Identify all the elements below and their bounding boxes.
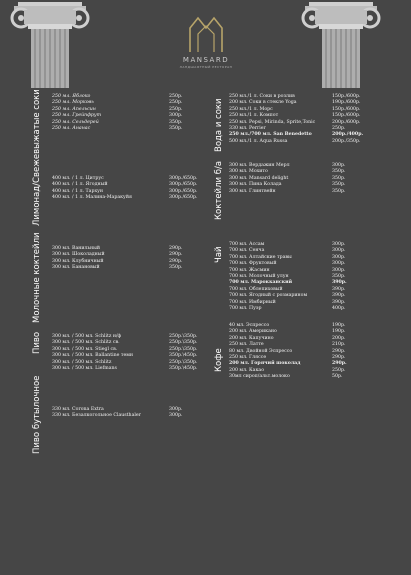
section-label-water: Вода и соки [214, 98, 224, 152]
item-price: 300р. [332, 242, 346, 247]
section-label-cocktails: Коктейли б/а [214, 160, 224, 220]
item-price: 290р. [169, 252, 183, 258]
item-price: 390р. [332, 299, 346, 305]
item-price: 200р./600р. [332, 119, 361, 125]
item-name: 500 мл./1 л. Aqua Russa [229, 138, 288, 144]
item-name: 700 мл. Имбирный [229, 299, 276, 305]
item-price: 190р. [332, 323, 346, 328]
item-price: 350р. [169, 265, 183, 271]
item-price: 300р./650р. [169, 182, 198, 188]
item-name: 250 мл./700 мл. San Benedetto [229, 132, 312, 138]
item-price: 390р. [332, 280, 347, 286]
item-price: 350р.\450р. [169, 353, 198, 359]
item-price: 150р./600р. [332, 106, 361, 112]
item-name: 30мл сироп/альт.молоко [229, 374, 290, 380]
item-name: 250 мл. Грейпфрут [52, 113, 102, 119]
item-price: 300р. [332, 163, 346, 168]
section-label-coffee: Кофе [214, 348, 224, 372]
item-price: 290р. [332, 348, 346, 354]
item-price: 390р. [332, 286, 346, 292]
item-name: 80 мл. Двойной Эспрессо [229, 348, 293, 354]
item-price: 300р./650р. [169, 176, 198, 181]
item-name: 300 мл. Глинтвейн [229, 188, 276, 194]
item-price: 250р.\350р. [169, 346, 198, 352]
item-name: 330 мл. Corona Extra [52, 407, 104, 412]
item-name: 400 мл. / 1 л. Ягодный [52, 182, 108, 188]
item-name: 300 мл. Шоколадный [52, 252, 105, 258]
item-name: 250 мл. Морковь [52, 100, 94, 106]
item-name: 300 мл. Пина Колада [229, 182, 282, 188]
item-name: 200 мл. Американо [229, 329, 277, 335]
item-price: 350р. [332, 188, 346, 194]
item-price: 300р. [169, 113, 183, 119]
item-name: 250 мл./1 л. Соки в розлив [229, 94, 295, 99]
item-price: 290р. [332, 354, 346, 360]
item-price: 250р.\350р. [169, 334, 198, 339]
logo-name: MANSARD [182, 56, 230, 64]
item-price: 290р. [169, 246, 183, 251]
item-price: 200р./350р. [332, 138, 361, 144]
item-name: 250 мл. Pepsi, Mirinda, Sprite,Tonic [229, 119, 316, 125]
item-name: 300 мл. Mansard delight [229, 175, 289, 181]
mansard-logo [170, 14, 242, 69]
item-name: 300 мл. / 500 мл. Stiegl св. [52, 346, 118, 352]
item-name: 300 мл. / 500 мл. Schlitz св. [52, 340, 120, 346]
item-name: 400 мл. / 1 л. Малина-Маракуйя [52, 195, 132, 201]
item-name: 250 мл. Апельсин [52, 106, 96, 112]
item-price: 250р. [332, 125, 346, 131]
item-name: 300 мл. Банановый [52, 265, 100, 271]
item-price: 350р. [332, 169, 346, 175]
item-name: 300 мл. / 500 мл. Ballantine темн [52, 353, 134, 359]
item-price: 200р./400р. [332, 132, 364, 138]
column-ornament-right [301, 0, 381, 88]
item-price: 390р. [332, 293, 346, 299]
item-price: 300р. [332, 248, 346, 254]
item-name: 700 мл. Фруктовый [229, 261, 277, 267]
item-price: 300р./650р. [169, 188, 198, 194]
item-name: 200 мл. Капучино [229, 335, 274, 341]
item-name: 300 мл. / 500 мл. Schlitz [52, 359, 112, 365]
item-name: 700 мл. Ассам [229, 242, 265, 247]
section-label-lemonades: Лимонад/Свежевыжатые соки [32, 89, 42, 226]
item-name: 700 мл. Ягодный с розмарином [229, 293, 308, 299]
item-name: 250 мл./1 л. Компот [229, 113, 279, 119]
item-price: 250р.\350р. [169, 359, 198, 365]
item-price: 190р./600р. [332, 100, 361, 106]
item-name: 250 мл. Сельдерей [52, 119, 99, 125]
section-label-tea: Чай [214, 246, 224, 263]
section-label-bottled-beer: Пиво бутылочное [32, 375, 42, 454]
item-price: 350р. [332, 182, 346, 188]
item-price: 210р. [332, 342, 346, 348]
item-name: 400 мл. / 1 л. Тархун [52, 188, 103, 194]
item-price: 350р.\450р. [169, 365, 198, 371]
item-name: 300 мл. / 500 мл. Liefmans [52, 365, 117, 371]
item-price: 290р. [169, 258, 183, 264]
item-name: 250 мл. Гляссе [229, 354, 267, 360]
item-name: 250 мл. Ананас [52, 125, 91, 131]
item-name: 300 мл. / 500 мл. Schlitz н/ф [52, 334, 122, 339]
column-ornament-left [10, 0, 90, 88]
item-name: 250 мл. Яблоко [52, 94, 91, 99]
item-price: 300р./650р. [169, 195, 198, 201]
item-name: 200 мл. Горячий шоколад [229, 361, 301, 367]
item-price: 300р. [169, 413, 183, 419]
item-price: 300р. [332, 254, 346, 260]
item-name: 40 мл. Эспрессо [229, 323, 270, 328]
item-price: 150р./600р. [332, 94, 361, 99]
item-price: 350р. [332, 175, 346, 181]
item-name: 400 мл. / 1 л. Цитрус [52, 176, 104, 181]
item-price: 300р. [332, 261, 346, 267]
item-price: 250р. [332, 367, 346, 373]
house-roof-icon [186, 14, 226, 54]
item-name: 700 мл. Марокканский [229, 280, 293, 286]
item-price: 250р.\350р. [169, 340, 198, 346]
section-label-beer: Пиво [32, 331, 42, 354]
item-name: 250 мл./1 л. Морс [229, 106, 273, 112]
item-price: 190р. [332, 329, 346, 335]
item-name: 330 мл. Perrier [229, 125, 266, 131]
item-name: 300 мл. Мохито [229, 169, 268, 175]
item-price: 150р./600р. [332, 113, 361, 119]
item-price: 400р. [332, 305, 346, 311]
item-price: 200р. [332, 335, 346, 341]
item-name: 300 мл. Вердажин Мерл [229, 163, 290, 168]
item-name: 700 мл. Облепиховый [229, 286, 283, 292]
item-name: 700 мл. Алтайские травы [229, 254, 292, 260]
item-name: 700 мл. Сенча [229, 248, 265, 254]
item-price: 250р. [169, 106, 183, 112]
item-name: 200 мл. Какао [229, 367, 265, 373]
item-price: 300р. [332, 267, 346, 273]
item-price: 350р. [169, 125, 183, 131]
item-name: 700 мл. Пуэр [229, 305, 262, 311]
item-price: 50р. [332, 374, 343, 380]
item-name: 250 мл. Латте [229, 342, 264, 348]
item-name: 200 мл. Соки в стекле Yoga [229, 100, 297, 106]
logo-tagline: ЛАНДШАФТНЫЙ РЕСТОРАН [179, 65, 233, 69]
item-name: 700 мл. Молочный улун [229, 273, 289, 279]
item-price: 250р. [169, 94, 183, 99]
item-price: 250р. [169, 100, 183, 106]
item-name: 300 мл. Ванильный [52, 246, 101, 251]
item-price: 290р. [332, 361, 347, 367]
item-price: 300р. [169, 407, 183, 412]
item-price: 350р. [169, 119, 183, 125]
item-name: 700 мл. Жасмин [229, 267, 270, 273]
item-name: 300 мл. Клубничный [52, 258, 104, 264]
item-price: 350р. [332, 273, 346, 279]
item-name: 330 мл. Безалкогольное Clausthaler [52, 413, 141, 419]
section-label-milkshakes: Молочные коктейли [32, 232, 42, 323]
